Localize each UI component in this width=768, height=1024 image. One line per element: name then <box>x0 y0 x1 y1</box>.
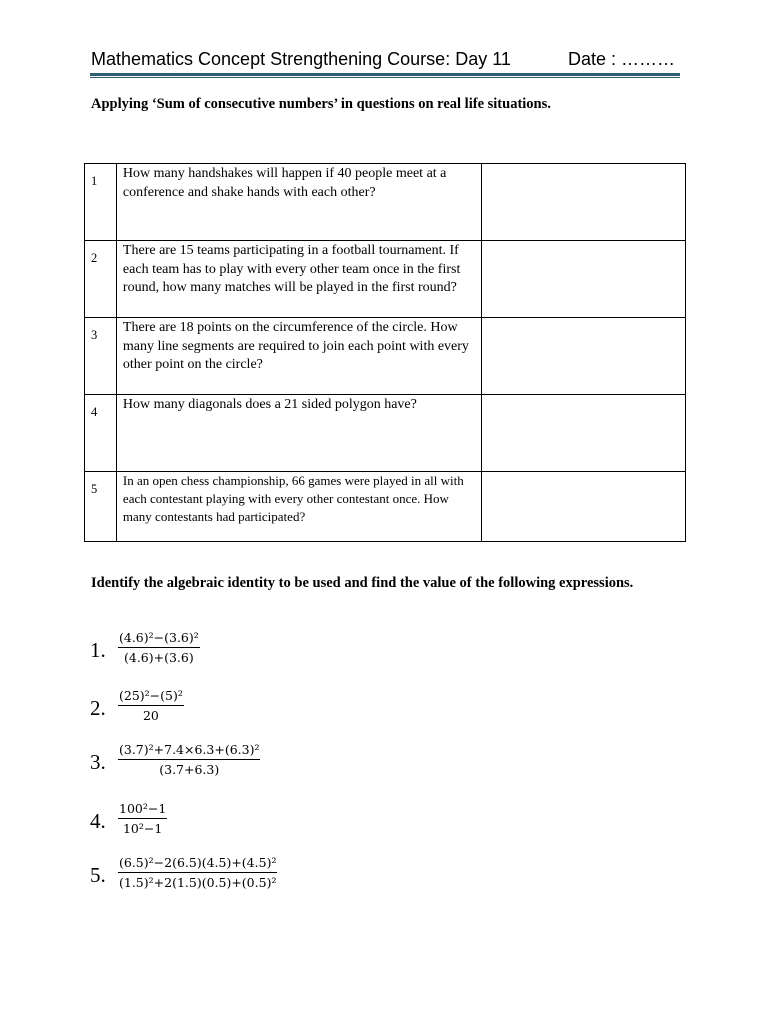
fraction-denominator: (1.5)²+2(1.5)(0.5)+(0.5)² <box>119 875 277 890</box>
question-text: In an open chess championship, 66 games were played in all with each contestant playing with every other contestant once. How many contestants had participated? <box>116 472 481 542</box>
fraction-numerator: (6.5)²−2(6.5)(4.5)+(4.5)² <box>118 855 277 873</box>
questions-table <box>84 163 686 542</box>
fraction-numerator: (4.6)²−(3.6)² <box>118 630 200 648</box>
fraction-denominator: (3.7+6.3) <box>159 762 220 777</box>
table-row <box>85 395 686 472</box>
fraction-numerator: 100²−1 <box>118 801 167 819</box>
fraction-denominator: 20 <box>142 708 159 723</box>
table-row <box>85 318 686 395</box>
instruction-heading: Identify the algebraic identity to be used and find the value of the following expressions. <box>91 575 634 591</box>
fraction <box>118 801 167 836</box>
table-row <box>85 164 686 241</box>
question-number: 1 <box>85 164 117 241</box>
fraction-numerator: (25)²−(5)² <box>118 688 184 706</box>
answer-cell[interactable] <box>481 318 685 395</box>
answer-cell[interactable] <box>481 472 685 542</box>
question-number: 5 <box>85 472 117 542</box>
question-text: How many handshakes will happen if 40 people meet at a conference and shake hands with each other? <box>116 164 481 241</box>
fraction <box>118 630 200 665</box>
question-number: 2 <box>85 241 117 318</box>
fraction-denominator: 10²−1 <box>122 821 163 836</box>
date-field: Date : ……… <box>568 49 676 69</box>
expression-number: 4. <box>90 809 106 833</box>
fraction <box>118 855 277 890</box>
page-header <box>90 46 680 76</box>
question-text: How many diagonals does a 21 sided polygon have? <box>116 395 481 472</box>
expression-number: 3. <box>90 750 106 774</box>
fraction <box>118 742 260 777</box>
question-number: 3 <box>85 318 117 395</box>
fraction-denominator: (4.6)+(3.6) <box>124 650 194 665</box>
header-rule-thick <box>90 73 680 76</box>
answer-cell[interactable] <box>481 164 685 241</box>
question-text: There are 18 points on the circumference of the circle. How many line segments are required to join each point with every other point on the circle? <box>116 318 481 395</box>
expression-number: 2. <box>90 696 106 720</box>
table-row <box>85 241 686 318</box>
question-text: There are 15 teams participating in a football tournament. If each team has to play with every other team once in the first round, how many matches will be played in the first round? <box>116 241 481 318</box>
fraction <box>118 688 184 723</box>
answer-cell[interactable] <box>481 395 685 472</box>
question-number: 4 <box>85 395 117 472</box>
expression-number: 1. <box>90 638 106 662</box>
answer-cell[interactable] <box>481 241 685 318</box>
fraction-numerator: (3.7)²+7.4×6.3+(6.3)² <box>118 742 260 760</box>
table-row <box>85 472 686 542</box>
expression-number: 5. <box>90 863 106 887</box>
header-rule-thin <box>90 77 680 78</box>
course-title: Mathematics Concept Strengthening Course: Day 11 <box>91 49 511 69</box>
section-heading: Applying ‘Sum of consecutive numbers’ in questions on real life situations. <box>91 96 551 112</box>
